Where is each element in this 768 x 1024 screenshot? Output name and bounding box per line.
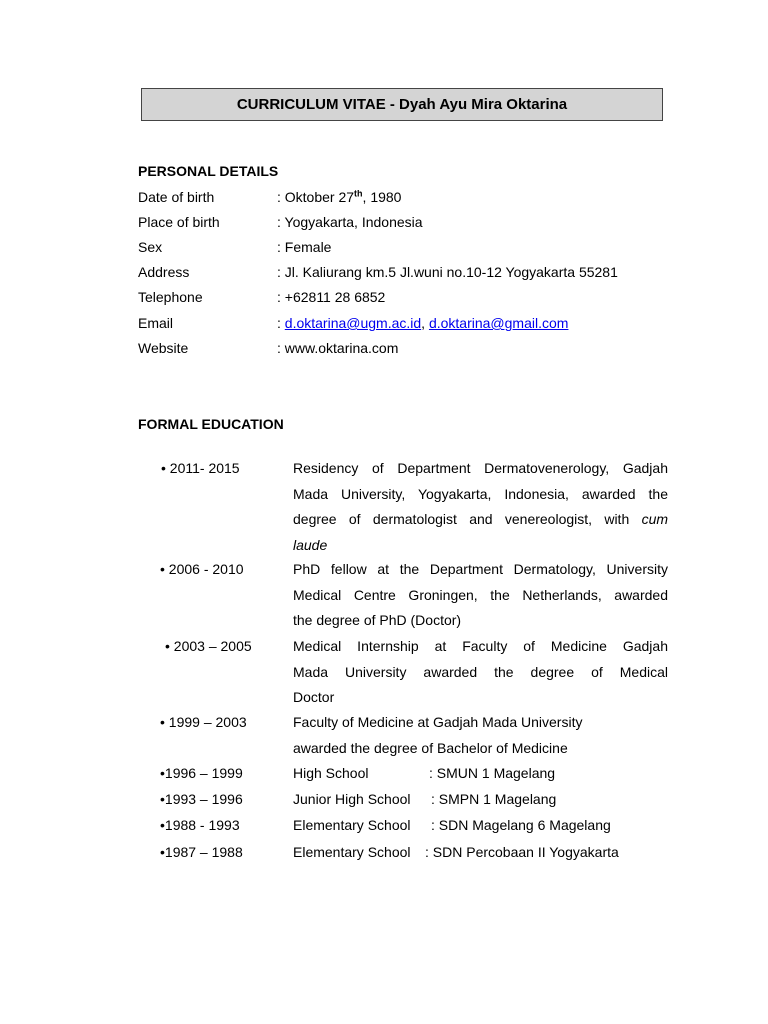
pd-row-telephone [138,287,698,307]
pd-label: Address [138,264,190,280]
education-line [293,533,668,559]
education-description [293,456,668,558]
education-year: • 2011- 2015 [161,460,240,476]
pd-label: Website [138,340,189,356]
education-line: the degree of PhD (Doctor) [293,612,462,628]
education-line: Mada University, Yogyakarta, Indonesia, awarded the [293,485,668,502]
education-line: awarded the degree of Bachelor of Medicine [293,739,568,756]
education-line: Medical Centre Groningen, the Netherlands, awarded [293,586,668,603]
education-year: • 2006 - 2010 [160,561,244,577]
email-link-ugm[interactable]: d.oktarina@ugm.ac.id [284,315,422,331]
school-level: Elementary School [293,817,411,833]
personal-details-heading: PERSONAL DETAILS [138,163,279,179]
email-colon: : [277,315,285,331]
education-line: PhD fellow at the Department Dermatology, University [293,561,668,577]
school-name: : SMUN 1 Magelang [429,765,556,781]
pd-value: : www.oktarina.com [277,340,399,356]
education-italic-laude: laude [293,536,328,553]
school-year: •1988 - 1993 [160,817,240,833]
email-separator: , [421,315,429,331]
cv-title: CURRICULUM VITAE - Dyah Ayu Mira Oktarina [236,96,568,113]
email-link-gmail[interactable]: d.oktarina@gmail.com [428,315,569,331]
education-line [293,507,668,533]
education-description [293,557,668,634]
formal-education-heading: FORMAL EDUCATION [138,416,284,432]
pd-row-birthplace [138,212,698,232]
pd-label: Date of birth [138,189,215,205]
pd-value: : +62811 28 6852 [277,289,386,305]
education-line: Faculty of Medicine at Gadjah Mada University [293,714,583,730]
education-description [293,710,668,761]
education-year: • 1999 – 2003 [160,714,247,730]
education-line-text: degree of dermatologist and venereologist, with [293,511,630,527]
pd-row-birthdate [138,187,698,207]
education-line: Mada University awarded the degree of Medical [293,663,668,680]
education-description [293,634,668,711]
school-name: : SMPN 1 Magelang [431,791,557,807]
pd-value [277,187,401,207]
pd-label: Place of birth [138,214,220,230]
pd-label: Sex [138,239,163,255]
education-line: Residency of Department Dermatovenerology, Gadjah [293,460,668,476]
pd-row-email [138,313,698,333]
education-line: Doctor [293,689,335,705]
birthdate-post: , 1980 [362,189,402,205]
pd-row-website [138,338,698,358]
school-year: •1993 – 1996 [160,791,243,807]
pd-row-address [138,262,698,282]
pd-label: Email [138,315,174,331]
school-year: •1987 – 1988 [160,844,243,860]
pd-value [277,313,568,333]
cv-title-box [141,88,663,121]
pd-value: : Yogyakarta, Indonesia [277,214,423,230]
school-name: : SDN Percobaan II Yogyakarta [425,844,619,860]
school-level: Junior High School [293,791,411,807]
education-line: Medical Internship at Faculty of Medicine Gadjah [293,638,668,654]
pd-value: : Jl. Kaliurang km.5 Jl.wuni no.10-12 Yogyakarta 55281 [277,264,618,280]
birthdate-sup: th [354,188,363,199]
pd-label: Telephone [138,289,203,305]
pd-row-sex [138,237,698,257]
birthdate-pre: : Oktober 27 [277,189,355,205]
school-name: : SDN Magelang 6 Magelang [431,817,611,833]
education-year: • 2003 – 2005 [165,638,252,654]
education-italic-cum: cum [641,511,669,527]
pd-value: : Female [277,239,332,255]
school-year: •1996 – 1999 [160,765,243,781]
school-level: High School [293,765,369,781]
school-level: Elementary School [293,844,411,860]
